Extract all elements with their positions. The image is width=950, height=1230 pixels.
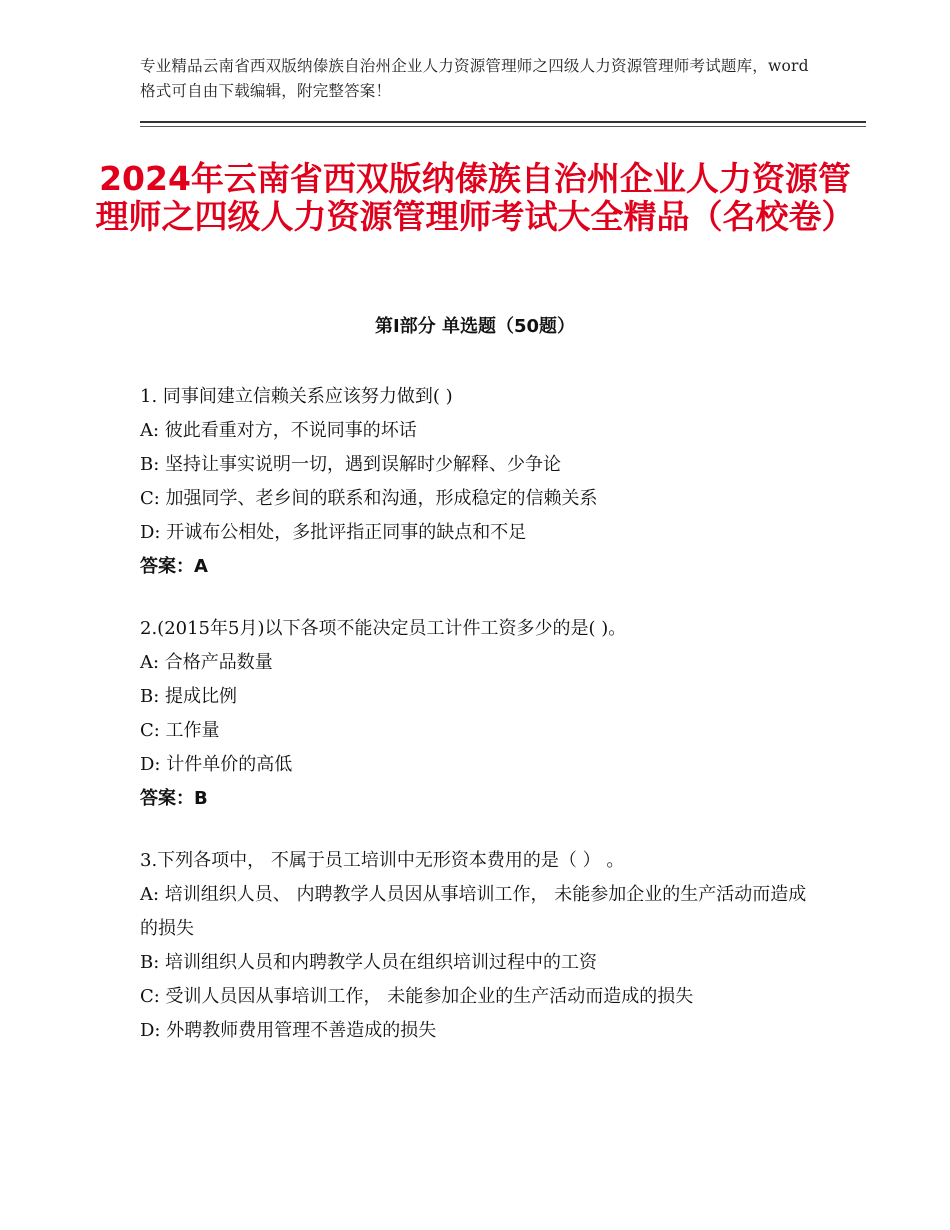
header-divider-thin	[140, 126, 866, 127]
option-b: B: 提成比例	[140, 686, 238, 707]
document-title: 2024年云南省西双版纳傣族自治州企业人力资源管理师之四级人力资源管理师考试大全精品（名校卷）	[95, 159, 855, 236]
option-b: B: 培训组织人员和内聘教学人员在组织培训过程中的工资	[140, 952, 598, 973]
question-2	[140, 612, 820, 816]
header-note: 专业精品云南省西双版纳傣族自治州企业人力资源管理师之四级人力资源管理师考试题库，word格式可自由下载编辑，附完整答案！	[140, 57, 809, 100]
option-c: C: 受训人员因从事培训工作， 未能参加企业的生产活动而造成的损失	[140, 986, 694, 1007]
option-d: D: 外聘教师费用管理不善造成的损失	[140, 1020, 437, 1041]
option-a: A: 培训组织人员、 内聘教学人员因从事培训工作， 未能参加企业的生产活动而造成的损失	[140, 884, 807, 939]
option-d: D: 开诚布公相处，多批评指正同事的缺点和不足	[140, 522, 527, 543]
question-1	[140, 380, 820, 584]
option-c: C: 工作量	[140, 720, 220, 741]
section-heading: 第Ⅰ部分 单选题（50题）	[374, 316, 575, 337]
answer: 答案：A	[140, 556, 208, 577]
question-stem: 2.(2015年5月)以下各项不能决定员工计件工资多少的是( )。	[140, 618, 627, 639]
answer: 答案：B	[140, 788, 208, 809]
option-a: A: 彼此看重对方，不说同事的坏话	[140, 420, 417, 441]
question-stem: 1. 同事间建立信赖关系应该努力做到( )	[140, 386, 453, 407]
question-3	[140, 844, 820, 1048]
question-list	[140, 380, 820, 1076]
option-a: A: 合格产品数量	[140, 652, 273, 673]
option-c: C: 加强同学、老乡间的联系和沟通，形成稳定的信赖关系	[140, 488, 598, 509]
header-divider-thick	[140, 121, 866, 123]
option-b: B: 坚持让事实说明一切，遇到误解时少解释、少争论	[140, 454, 562, 475]
question-stem: 3.下列各项中， 不属于员工培训中无形资本费用的是（ ） 。	[140, 850, 625, 871]
option-d: D: 计件单价的高低	[140, 754, 293, 775]
